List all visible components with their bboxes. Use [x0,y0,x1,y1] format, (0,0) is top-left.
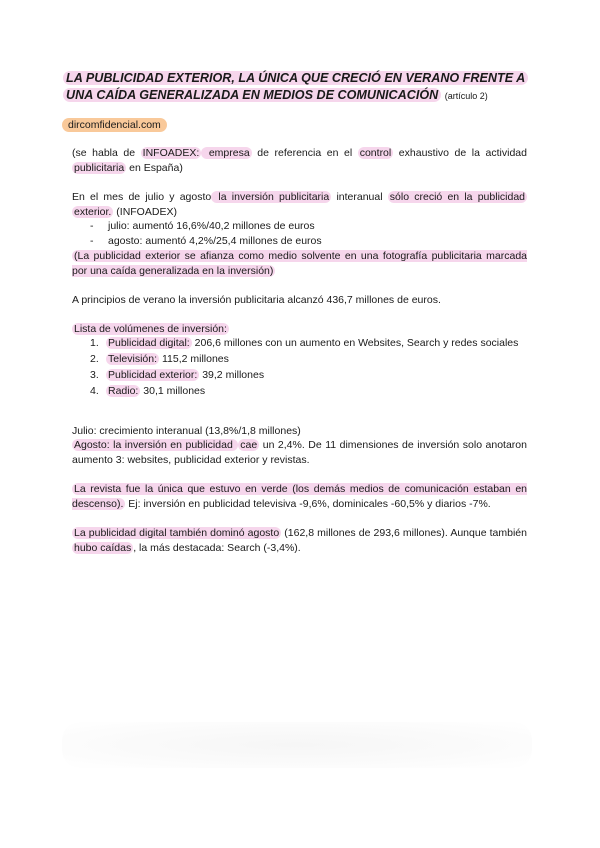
agosto-paragraph [72,438,527,468]
afianza-text: (La publicidad exterior se afianza como medio solvente en una fotografía publicitaria marcada por una caída generalizada en la inversión) [72,250,527,277]
blurred-footer [62,722,532,768]
list-marker: 2. [90,353,99,365]
list-item-label: Radio: [108,385,139,397]
intro-paragraph [72,146,527,176]
digital-paragraph [72,526,527,556]
source-label [62,118,167,132]
list-marker: - [90,220,94,232]
principios-text: A principios de verano la inversión publicitaria alcanzó 436,7 millones de euros. [72,294,441,306]
julio-agosto-paragraph [72,190,527,220]
digital-hl-caidas: hubo caídas [74,542,132,554]
intro-text-mid: de referencia en el [251,147,358,159]
agosto-hl-cae: cae [240,439,258,451]
agosto-text: un 2,4%. De 11 dimensiones de inversión solo anotaron aumento 3: websites, publicidad exterior y revistas. [72,439,527,466]
julio-line-text: Julio: crecimiento interanual (13,8%/1,8 millones) [72,425,301,437]
digital-text-a: (162,8 millones de 293,6 millones). Aunque también [281,527,527,539]
list-heading [72,322,527,337]
list-item-text: 206,6 millones con un aumento en Websites, Search y redes sociales [191,337,519,349]
julago-text-f: (INFOADEX) [113,206,177,218]
list-item [90,336,527,351]
principios-paragraph [72,293,527,308]
list-item [90,219,510,234]
intro-infoadex: INFOADEX: [142,147,200,159]
investment-volume-list [90,336,527,400]
intro-text: (se habla de [72,147,141,159]
article-title [63,70,538,105]
intro-text-rest: exhaustivo de la actividad [393,147,527,159]
julago-text-a: En el mes de julio y agosto [72,191,212,203]
list-item-text: julio: aumentó 16,6%/40,2 millones de euros [108,220,315,232]
intro-control: control [359,147,392,159]
intro-empresa: empresa [203,147,250,159]
source-text: dircomfidencial.com [62,118,167,132]
digital-hl: La publicidad digital también dominó agosto [74,527,280,539]
title-line-2: UNA CAÍDA GENERALIZADA EN MEDIOS DE COMUNICACIÓN [63,88,441,102]
list-item [90,352,527,367]
list-item [90,384,527,399]
revista-text: Ej: inversión en publicidad televisiva -9,6%, dominicales -60,5% y diarios -7%. [125,498,491,510]
intro-text-close: en España) [126,162,183,174]
intro-publicitaria: publicitaria [74,162,125,174]
title-line-1: LA PUBLICIDAD EXTERIOR, LA ÚNICA QUE CRECIÓ EN VERANO FRENTE A [63,71,528,85]
list-item-text: 30,1 millones [140,385,206,397]
afianza-paragraph [72,249,527,279]
julago-hl-crecio: sólo creció en la publicidad [389,191,525,203]
revista-hl: La revista fue la única que estuvo en verde (los demás medios de comunicación estaban en descenso). [72,483,527,510]
julago-hl-exterior: exterior. [74,206,112,218]
list-marker: - [90,235,94,247]
digital-text-b: , la más destacada: Search (-3,4%). [133,542,301,554]
monthly-growth-list [90,219,510,249]
list-marker: 1. [90,337,99,349]
agosto-hl: Agosto: la inversión en publicidad [74,439,237,451]
julio-line [72,424,527,439]
julago-text-c: interanual [331,191,388,203]
julago-hl-inversion: la inversión publicitaria [213,191,330,203]
list-marker: 4. [90,385,99,397]
list-item-text: 39,2 millones [199,369,265,381]
list-item-text: 115,2 millones [159,353,229,365]
list-item-label: Televisión: [108,353,158,365]
title-note: (artículo 2) [444,91,488,101]
list-marker: 3. [90,369,99,381]
list-item-label: Publicidad exterior: [108,369,198,381]
revista-paragraph [72,482,527,512]
list-item [90,234,510,249]
list-item-text: agosto: aumentó 4,2%/25,4 millones de euros [108,235,322,247]
list-item-label: Publicidad digital: [108,337,190,349]
list-heading-text: Lista de volúmenes de inversión: [74,323,227,335]
list-item [90,368,527,383]
